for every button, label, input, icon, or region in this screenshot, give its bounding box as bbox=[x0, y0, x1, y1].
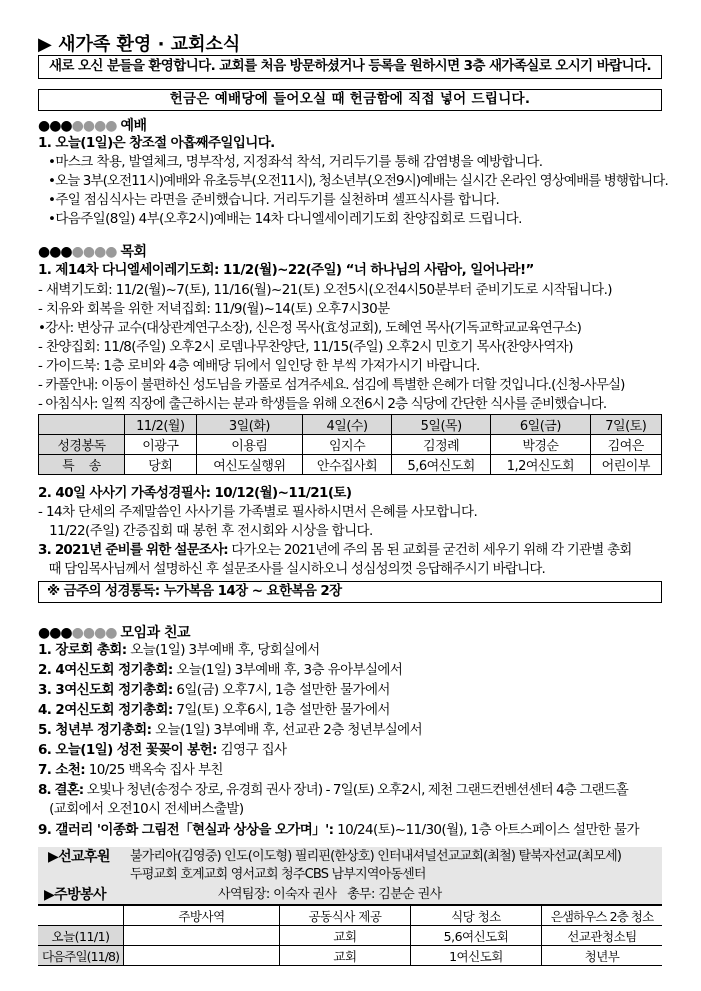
meeting-item-text: (교회에서 오전10시 전세버스출발) bbox=[38, 801, 244, 817]
ministry-item-1: 1. 제14차 다니엘세이레기도회: 11/2(월)~22(주일) “너 하나님의 사람아, 일어나라!” bbox=[38, 262, 534, 278]
meeting-item bbox=[38, 661, 402, 679]
table-cell bbox=[124, 926, 280, 946]
meeting-item bbox=[38, 641, 320, 659]
meeting-item-text: 오빛나 청년(송정수 장로, 유경희 권사 장녀) - 7일(토) 오후2시, 제천 그랜드컨벤션센터 4층 그랜드홀 bbox=[83, 782, 628, 798]
table-cell: 특 송 bbox=[39, 455, 125, 475]
meeting-item bbox=[38, 781, 628, 799]
kitchen-service-table bbox=[38, 905, 662, 966]
table-cell: 이광구 bbox=[125, 435, 197, 455]
table-cell: 5,6여신도회 bbox=[411, 926, 542, 946]
table-header-cell: 4일(수) bbox=[303, 415, 392, 435]
mission-support-line: 두평교회 호계교회 영서교회 청주CBS 남부지역아동센터 bbox=[130, 867, 426, 882]
bullet-dots-icon: ●●●●●●● bbox=[38, 244, 117, 260]
table-row bbox=[39, 455, 662, 475]
worship-bullet: •오늘 3부(오전11시)예배와 유초등부(오전11시), 청소년부(오전9시)예배는 실시간 온라인 영상예배를 병행합니다. bbox=[48, 173, 668, 189]
ministry-heading-label: 목회 bbox=[120, 244, 147, 260]
ministry-item-2-line: - 14차 단세의 주제말씀인 사사기를 가족별로 필사하시면서 은혜를 사모합니다. bbox=[38, 504, 478, 520]
meeting-item-text: 오늘(1일) 3부예배 후, 3층 유아부실에서 bbox=[172, 662, 403, 678]
table-header-cell bbox=[39, 415, 125, 435]
meeting-item-title: 1. 장로회 총회: bbox=[38, 642, 127, 658]
table-cell: 성경봉독 bbox=[39, 435, 125, 455]
ministry-item-3-text: 다가오는 2021년에 주의 몸 된 교회를 굳건히 세우기 위해 각 기관별 총회 bbox=[227, 542, 632, 558]
offering-box: 헌금은 예배당에 들어오실 때 헌금함에 직접 넣어 드립니다. bbox=[38, 89, 662, 111]
kitchen-service-bar bbox=[38, 885, 662, 905]
table-cell: 교회 bbox=[280, 926, 411, 946]
table-cell: 김정례 bbox=[392, 435, 491, 455]
meeting-item-text: 10/25 백옥숙 집사 부친 bbox=[85, 762, 223, 778]
ministry-item-2: 2. 40일 사사기 가족성경필사: 10/12(월)~11/21(토) bbox=[38, 485, 352, 501]
table-cell: 여신도실행위 bbox=[196, 455, 302, 475]
table-cell bbox=[124, 946, 280, 966]
meeting-item-text: 오늘(1일) 3부예배 후, 선교관 2층 청년부실에서 bbox=[151, 722, 423, 738]
meeting-item bbox=[38, 741, 286, 759]
kitchen-service-label: ▶주방봉사 bbox=[44, 887, 106, 903]
worship-heading bbox=[38, 115, 147, 135]
mission-support-label: ▶선교후원 bbox=[48, 849, 110, 865]
table-cell: 오늘(11/1) bbox=[38, 926, 124, 946]
meeting-item bbox=[38, 800, 244, 818]
table-cell: 교회 bbox=[280, 946, 411, 966]
ministry-line: - 아침식사: 일찍 직장에 출근하시는 분과 학생들을 위해 오전6시 2층 식당에 간단한 식사를 준비했습니다. bbox=[38, 396, 607, 412]
table-header-cell: 공동식사 제공 bbox=[280, 906, 411, 926]
ministry-line: - 카풀안내: 이동이 불편하신 성도님을 카풀로 섬겨주세요. 섬김에 특별한 은혜가 더할 것입니다.(신청-사무실) bbox=[38, 377, 625, 393]
meetings-heading bbox=[38, 622, 190, 642]
meeting-item bbox=[38, 701, 390, 719]
ministry-item-3 bbox=[38, 541, 631, 559]
meeting-item-title: 6. 오늘(1일) 성전 꽃꽂이 봉헌: bbox=[38, 742, 217, 758]
page-title: ▶ 새가족 환영 · 교회소식 bbox=[38, 34, 241, 55]
meeting-item-text: 김영구 집사 bbox=[216, 742, 287, 758]
table-row bbox=[38, 946, 662, 966]
table-header-cell: 3일(화) bbox=[196, 415, 302, 435]
meeting-item-title: 9. 갤러리 '이종화 그림전「현실과 상상을 오가며」': bbox=[38, 822, 334, 838]
kitchen-leaders: 사역팀장: 이숙자 권사 총무: 김분순 권사 bbox=[218, 887, 442, 902]
ministry-line: - 치유와 회복을 위한 저녁집회: 11/9(월)~14(토) 오후7시30분 bbox=[38, 301, 390, 317]
bullet-dots-icon: ●●●●●●● bbox=[38, 625, 117, 641]
worship-bullet: •주일 점심식사는 라면을 준비했습니다. 거리두기를 실천하며 셀프식사를 합니다. bbox=[48, 192, 500, 208]
table-cell: 1,2여신도회 bbox=[491, 455, 590, 475]
ministry-line: •강사: 변상규 교수(대상관계연구소장), 신은정 목사(효성교회), 도혜연 목사(기독교학교교육연구소) bbox=[38, 320, 582, 336]
worship-heading-label: 예배 bbox=[120, 118, 147, 134]
table-cell: 안수집사회 bbox=[303, 455, 392, 475]
meetings-heading-label: 모임과 친교 bbox=[120, 625, 191, 641]
table-cell: 임지수 bbox=[303, 435, 392, 455]
table-cell: 다음주일(11/8) bbox=[38, 946, 124, 966]
table-header-cell: 5일(목) bbox=[392, 415, 491, 435]
meeting-item-text: 10/24(토)~11/30(월), 1층 아트스페이스 설만한 물가 bbox=[333, 822, 639, 838]
table-header-row bbox=[39, 415, 662, 435]
table-cell: 선교관청소팀 bbox=[542, 926, 663, 946]
meeting-item bbox=[38, 821, 639, 839]
meeting-item-title: 4. 2여신도회 정기총회: bbox=[38, 702, 173, 718]
table-cell: 5,6여신도회 bbox=[392, 455, 491, 475]
table-header-cell: 6일(금) bbox=[491, 415, 590, 435]
worship-item-1: 1. 오늘(1일)은 창조절 아홉째주일입니다. bbox=[38, 135, 275, 151]
meeting-item-text: 오늘(1일) 3부예배 후, 당회실에서 bbox=[126, 642, 320, 658]
table-header-cell: 은샘하우스 2층 청소 bbox=[542, 906, 663, 926]
table-header-cell: 주방사역 bbox=[124, 906, 280, 926]
welcome-box: 새로 오신 분들을 환영합니다. 교회를 처음 방문하셨거나 등록을 원하시면 3층 새가족실로 오시기 바랍니다. bbox=[38, 55, 662, 79]
table-cell: 당회 bbox=[125, 455, 197, 475]
ministry-item-2-line: 11/22(주일) 간증집회 때 봉헌 후 전시회와 시상을 합니다. bbox=[38, 523, 373, 539]
meeting-item-title: 8. 결혼: bbox=[38, 782, 84, 798]
worship-bullet: •마스크 착용, 발열체크, 명부작성, 지정좌석 착석, 거리두기를 통해 감염병을 예방합니다. bbox=[48, 154, 543, 170]
table-row bbox=[39, 435, 662, 455]
bible-reading-box: ※ 금주의 성경통독: 누가복음 14장 ~ 요한복음 2장 bbox=[38, 581, 662, 603]
meeting-item-title: 2. 4여신도회 정기총회: bbox=[38, 662, 173, 678]
meeting-item-title: 3. 3여신도회 정기총회: bbox=[38, 682, 173, 698]
ministry-item-3-title: 3. 2021년 준비를 위한 설문조사: bbox=[38, 542, 228, 558]
table-cell: 박경순 bbox=[491, 435, 590, 455]
mission-support-bar bbox=[38, 847, 662, 885]
meeting-item-title: 5. 청년부 정기총회: bbox=[38, 722, 152, 738]
table-header-cell bbox=[38, 906, 124, 926]
table-cell: 청년부 bbox=[542, 946, 663, 966]
table-header-cell: 7일(토) bbox=[590, 415, 661, 435]
meeting-item bbox=[38, 761, 223, 779]
table-header-row bbox=[38, 906, 662, 926]
bullet-dots-icon: ●●●●●●● bbox=[38, 118, 117, 134]
ministry-line: - 찬양집회: 11/8(주일) 오후2시 로뎀나무찬양단, 11/15(주일) 오후2시 민호기 목사(찬양사역자) bbox=[38, 339, 573, 355]
table-header-cell: 식당 청소 bbox=[411, 906, 542, 926]
meeting-item-title: 7. 소천: bbox=[38, 762, 86, 778]
worship-bullet: •다음주일(8일) 4부(오후2시)예배는 14차 다니엘세이레기도회 찬양집회로 드립니다. bbox=[48, 211, 522, 227]
meeting-item bbox=[38, 721, 422, 739]
table-header-cell: 11/2(월) bbox=[125, 415, 197, 435]
table-cell: 김여은 bbox=[590, 435, 661, 455]
ministry-heading bbox=[38, 241, 147, 261]
ministry-line: - 가이드북: 1층 로비와 4층 예배당 뒤에서 일인당 한 부씩 가져가시기 바랍니다. bbox=[38, 358, 480, 374]
meeting-item bbox=[38, 681, 390, 699]
table-row bbox=[38, 926, 662, 946]
table-cell: 이용림 bbox=[196, 435, 302, 455]
ministry-item-3-line2: 때 담임목사님께서 설명하신 후 설문조사를 실시하오니 성심성의껏 응답해주시기 바랍니다. bbox=[38, 561, 546, 577]
prayer-schedule-table bbox=[38, 414, 662, 475]
table-cell: 1여신도회 bbox=[411, 946, 542, 966]
table-cell: 어린이부 bbox=[590, 455, 661, 475]
ministry-line: - 새벽기도회: 11/2(월)~7(토), 11/16(월)~21(토) 오전5시(오전4시50분부터 준비기도로 시작됩니다.) bbox=[38, 282, 612, 298]
mission-support-line: 불가리아(김영중) 인도(이도형) 필리핀(한상호) 인터내셔널선교교회(최철) 탈북자선교(최모세) bbox=[130, 849, 622, 864]
meeting-item-text: 7일(토) 오후6시, 1층 설만한 물가에서 bbox=[172, 702, 390, 718]
meeting-item-text: 6일(금) 오후7시, 1층 설만한 물가에서 bbox=[172, 682, 390, 698]
